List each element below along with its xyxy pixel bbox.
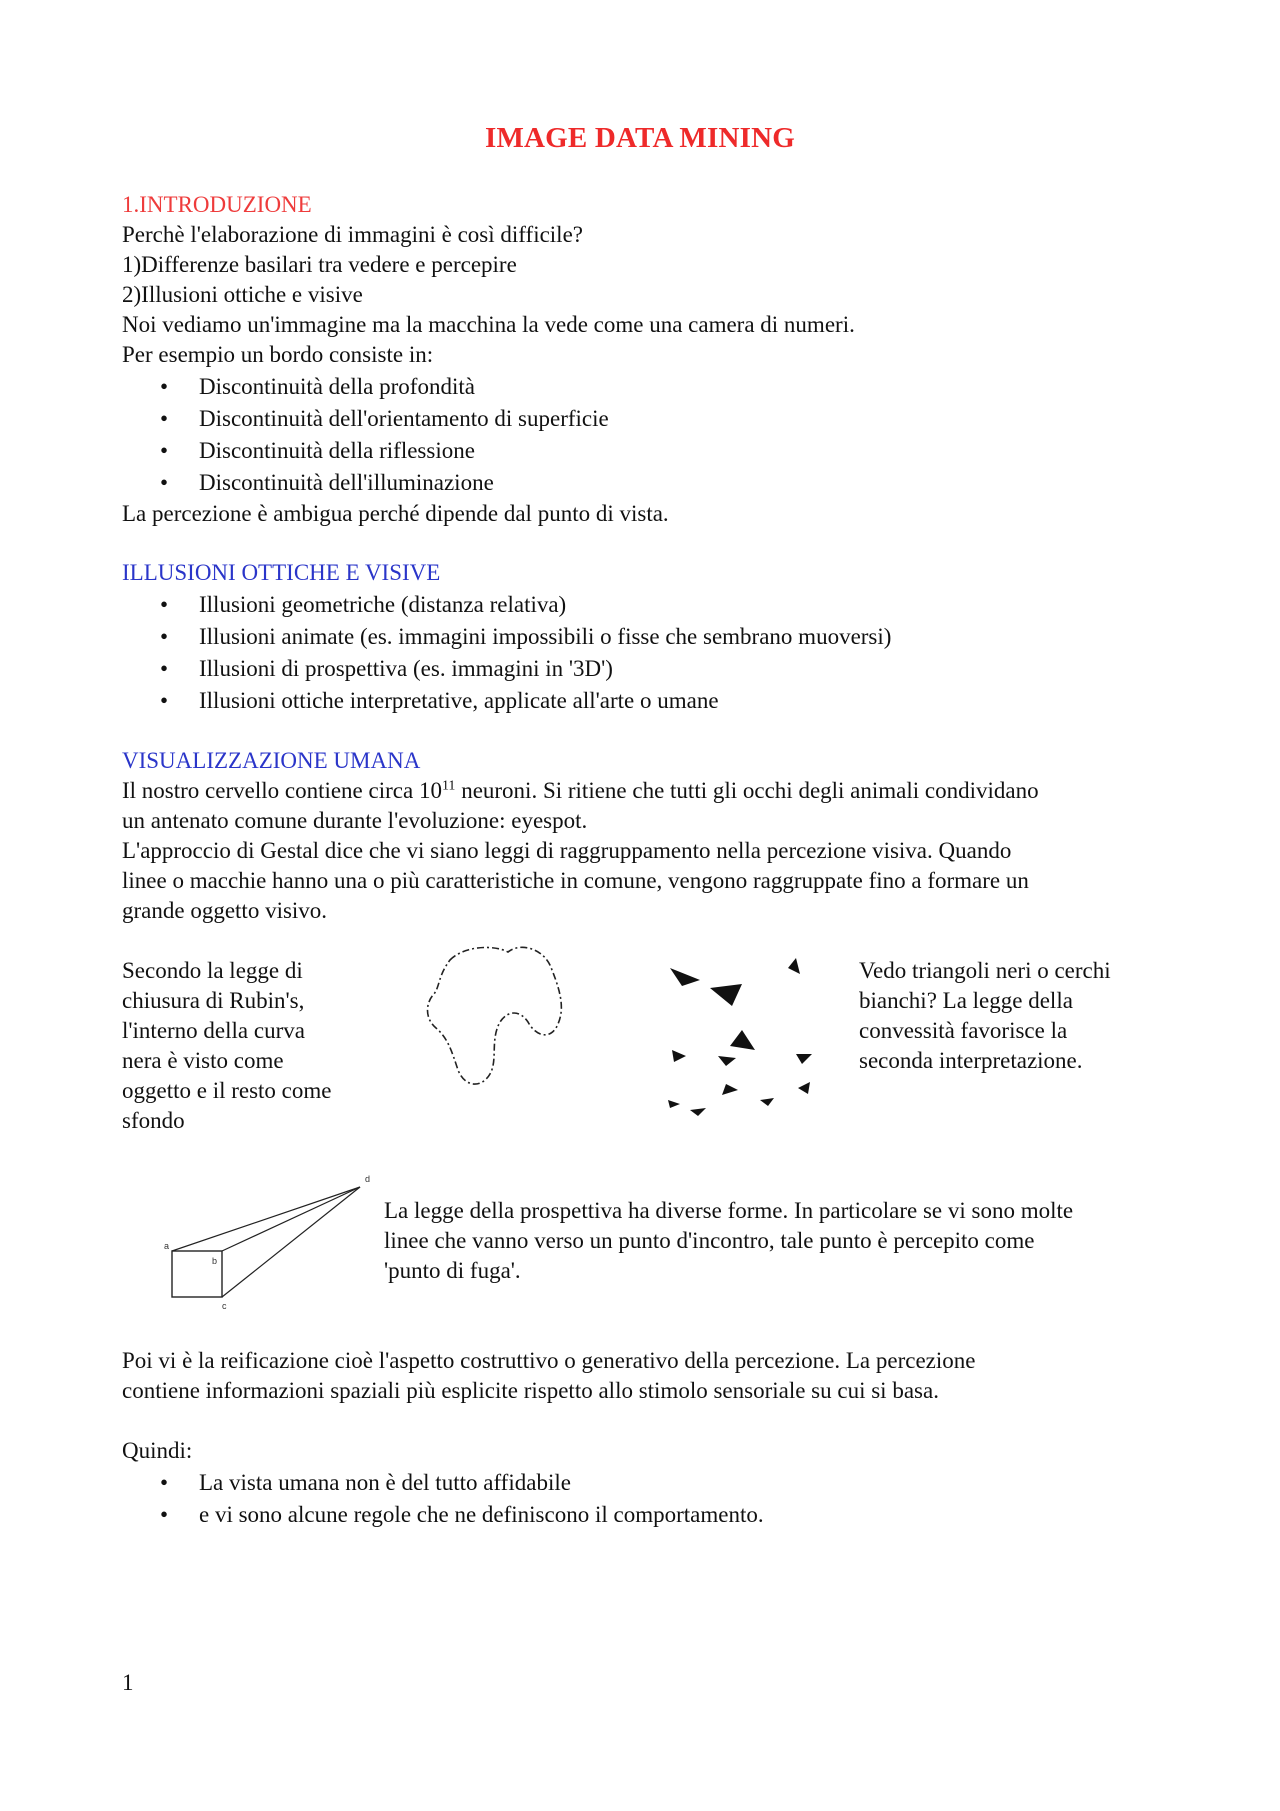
list-item-text: Discontinuità della profondità bbox=[199, 374, 475, 399]
perspective-text-line: La legge della prospettiva ha diverse forme. In particolare se vi sono molte bbox=[384, 1198, 1074, 1223]
bullet-icon: • bbox=[160, 1502, 169, 1527]
triangle-fragment bbox=[718, 1056, 736, 1066]
triangle-fragment bbox=[672, 1050, 686, 1062]
rubin-text-line: chiusura di Rubin's, bbox=[122, 988, 305, 1013]
triangle-fragment bbox=[690, 1108, 706, 1116]
convexity-text bbox=[859, 956, 1111, 1076]
triangle-fragment bbox=[670, 968, 700, 986]
bullet-icon: • bbox=[160, 624, 169, 649]
list-item bbox=[160, 686, 719, 716]
intro-line: Perchè l'elaborazione di immagini è così difficile? bbox=[122, 222, 583, 247]
perspective-line bbox=[172, 1187, 360, 1251]
reification-line: Poi vi è la reificazione cioè l'aspetto costruttivo o generativo della percezione. La percezione bbox=[122, 1348, 976, 1373]
list-item bbox=[160, 436, 475, 466]
rubin-text-line: sfondo bbox=[122, 1108, 185, 1133]
list-item bbox=[160, 1500, 764, 1530]
triangle-fragment bbox=[788, 958, 800, 974]
label-d: d bbox=[365, 1174, 371, 1184]
intro-line: Per esempio un bordo consiste in: bbox=[122, 342, 434, 367]
perspective-figure bbox=[160, 1165, 380, 1315]
triangle-fragment bbox=[760, 1098, 774, 1106]
list-item bbox=[160, 468, 494, 498]
list-item bbox=[160, 404, 609, 434]
label-c: c bbox=[222, 1301, 227, 1311]
triangle-fragment bbox=[798, 1082, 810, 1094]
rubin-text-line: Secondo la legge di bbox=[122, 958, 303, 983]
convexity-text-line: bianchi? La legge della bbox=[859, 988, 1073, 1013]
vision-heading: VISUALIZZAZIONE UMANA bbox=[122, 748, 421, 773]
bullet-icon: • bbox=[160, 374, 169, 399]
convexity-text-line: convessità favorisce la bbox=[859, 1018, 1068, 1043]
bullet-icon: • bbox=[160, 406, 169, 431]
convexity-text-line: seconda interpretazione. bbox=[859, 1048, 1083, 1073]
list-item-text: La vista umana non è del tutto affidabile bbox=[199, 1470, 571, 1495]
list-item bbox=[160, 654, 613, 684]
page-number: 1 bbox=[122, 1670, 134, 1695]
list-item-text: Discontinuità della riflessione bbox=[199, 438, 475, 463]
bullet-icon: • bbox=[160, 438, 169, 463]
list-item bbox=[160, 622, 891, 652]
rubin-text-line: oggetto e il resto come bbox=[122, 1078, 332, 1103]
rubin-text-line: l'interno della curva bbox=[122, 1018, 305, 1043]
bullet-icon: • bbox=[160, 470, 169, 495]
perspective-text bbox=[384, 1196, 1073, 1286]
intro-line: Noi vediamo un'immagine ma la macchina la vede come una camera di numeri. bbox=[122, 312, 855, 337]
vision-paragraph-line: grande oggetto visivo. bbox=[122, 898, 328, 923]
bullet-icon: • bbox=[160, 656, 169, 681]
vision-text-part: Il nostro cervello contiene circa 10 bbox=[122, 778, 442, 803]
rubin-text-line: nera è visto come bbox=[122, 1048, 284, 1073]
rubin-text bbox=[122, 956, 332, 1136]
label-a: a bbox=[164, 1241, 170, 1251]
bullet-icon: • bbox=[160, 688, 169, 713]
list-item bbox=[160, 372, 475, 402]
intro-line: 1)Differenze basilari tra vedere e percepire bbox=[122, 252, 517, 277]
list-item-text: Illusioni animate (es. immagini impossibili o fisse che sembrano muoversi) bbox=[199, 624, 892, 649]
illusions-heading: ILLUSIONI OTTICHE E VISIVE bbox=[122, 560, 441, 585]
vision-paragraph-line: un antenato comune durante l'evoluzione: eyespot. bbox=[122, 808, 588, 833]
triangle-fragment bbox=[730, 1030, 755, 1050]
label-b: b bbox=[212, 1256, 218, 1266]
vision-paragraph-line: L'approccio di Gestal dice che vi siano leggi di raggruppamento nella percezione visiva. Quando bbox=[122, 838, 1012, 863]
vision-text-part: neuroni. Si ritiene che tutti gli occhi degli animali condividano bbox=[455, 778, 1039, 803]
intro-closing: La percezione è ambigua perché dipende dal punto di vista. bbox=[122, 501, 669, 526]
exponent: 11 bbox=[441, 778, 456, 794]
closure-curve-figure bbox=[420, 940, 580, 1100]
vision-paragraph-line: linee o macchie hanno una o più caratteristiche in comune, vengono raggruppate fino a formare un bbox=[122, 868, 1029, 893]
list-item-text: Discontinuità dell'illuminazione bbox=[199, 470, 494, 495]
quindi-label: Quindi: bbox=[122, 1438, 193, 1463]
vision-paragraph-line bbox=[122, 776, 1039, 806]
perspective-text-line: 'punto di fuga'. bbox=[384, 1258, 521, 1283]
list-item-text: e vi sono alcune regole che ne definiscono il comportamento. bbox=[199, 1502, 764, 1527]
triangle-fragment bbox=[722, 1084, 738, 1095]
convexity-text-line: Vedo triangoli neri o cerchi bbox=[859, 958, 1111, 983]
triangle-fragment bbox=[668, 1100, 680, 1108]
list-item-text: Discontinuità dell'orientamento di superficie bbox=[199, 406, 609, 431]
triangle-fragment bbox=[796, 1054, 812, 1064]
bullet-icon: • bbox=[160, 592, 169, 617]
triangle-fragment bbox=[710, 984, 742, 1006]
convexity-figure bbox=[660, 950, 820, 1120]
list-item bbox=[160, 590, 566, 620]
list-item bbox=[160, 1468, 571, 1498]
intro-heading: 1.INTRODUZIONE bbox=[122, 192, 312, 217]
intro-line: 2)Illusioni ottiche e visive bbox=[122, 282, 363, 307]
list-item-text: Illusioni geometriche (distanza relativa) bbox=[199, 592, 567, 617]
reification-line: contiene informazioni spaziali più esplicite rispetto allo stimolo sensoriale su cui si basa. bbox=[122, 1378, 939, 1403]
page-title: IMAGE DATA MINING bbox=[484, 122, 796, 154]
perspective-text-line: linee che vanno verso un punto d'incontro, tale punto è percepito come bbox=[384, 1228, 1035, 1253]
list-item-text: Illusioni di prospettiva (es. immagini in '3D') bbox=[199, 656, 613, 681]
list-item-text: Illusioni ottiche interpretative, applicate all'arte o umane bbox=[199, 688, 719, 713]
bullet-icon: • bbox=[160, 1470, 169, 1495]
